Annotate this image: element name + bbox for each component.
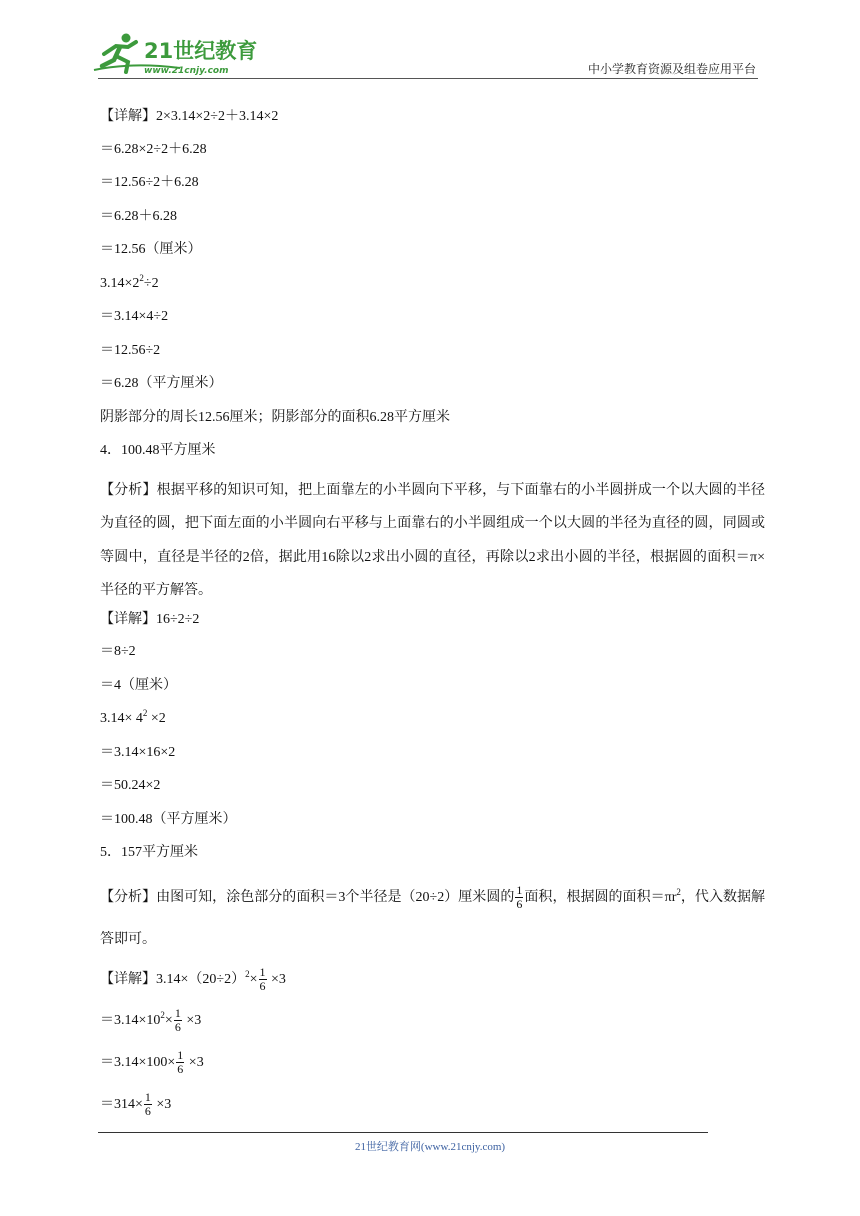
q5-detail-line-1 bbox=[100, 961, 765, 1003]
exponent: 2 bbox=[142, 708, 148, 718]
denominator: 6 bbox=[174, 1019, 181, 1034]
analysis-label: 【分析】 bbox=[100, 481, 157, 498]
numerator: 1 bbox=[174, 1005, 181, 1020]
q5-step-2 bbox=[100, 1003, 765, 1045]
q3-step-3: ＝12.56÷2＋6.28 bbox=[100, 175, 199, 190]
expr-part: ×3 bbox=[185, 1054, 204, 1070]
platform-name: 中小学教育资源及组卷应用平台 bbox=[587, 62, 756, 76]
numerator: 1 bbox=[177, 1047, 184, 1062]
detail-label: 【详解】 bbox=[100, 108, 156, 124]
q4-step-5: ＝3.14×16×2 bbox=[100, 744, 176, 760]
q3-step-4: ＝6.28＋6.28 bbox=[100, 208, 177, 224]
fraction bbox=[176, 1049, 184, 1076]
page-header bbox=[0, 0, 860, 80]
q5-step-4 bbox=[100, 1087, 765, 1129]
logo-text: 21世纪教育 bbox=[144, 39, 258, 63]
exponent: 2 bbox=[245, 968, 250, 979]
expr-part: ×3 bbox=[152, 1096, 172, 1112]
analysis-text: 面积，根据圆的面积＝πr bbox=[524, 889, 677, 905]
analysis-text: 由图可知，涂色部分的面积＝3个半径是（20÷2）厘米圆的 bbox=[156, 889, 515, 905]
exponent: 2 bbox=[139, 272, 144, 283]
q4-step-2: ＝8÷2 bbox=[100, 644, 136, 659]
logo-url: www.21cnjy.com bbox=[144, 66, 229, 76]
expr-part: ×3 bbox=[267, 971, 286, 987]
site-logo[interactable] bbox=[92, 32, 262, 78]
denominator: 6 bbox=[177, 1061, 184, 1076]
numerator: 1 bbox=[259, 964, 266, 979]
expr-part: ＝3.14×100× bbox=[100, 1054, 176, 1070]
q3-step-9: ＝6.28（平方厘米） bbox=[100, 376, 223, 391]
q3-step-8: ＝12.56÷2 bbox=[100, 342, 161, 358]
document-body bbox=[100, 105, 765, 1129]
numerator: 1 bbox=[516, 882, 523, 897]
denominator: 6 bbox=[144, 1103, 151, 1118]
analysis-text: ，代入数据解答即可。 bbox=[100, 889, 766, 947]
q5-analysis bbox=[100, 876, 765, 961]
numerator: 1 bbox=[144, 1089, 151, 1104]
expr-part: ＝3.14×10 bbox=[100, 1012, 161, 1028]
expr-part: × bbox=[249, 971, 258, 987]
expression: 16÷2÷2 bbox=[156, 611, 200, 627]
exponent: 2 bbox=[160, 1009, 165, 1020]
q3-detail-line-1 bbox=[100, 105, 765, 139]
expr-part: 3.14× 4 bbox=[100, 711, 143, 726]
expr-part: ＝314× bbox=[100, 1096, 143, 1112]
expr-part: ×2 bbox=[147, 711, 166, 726]
fraction bbox=[515, 884, 523, 911]
q3-step-6 bbox=[100, 273, 765, 307]
q4-title: 4．100.48平方厘米 bbox=[100, 443, 216, 458]
q5-step-3 bbox=[100, 1045, 765, 1087]
expr-part: 3.14×2 bbox=[100, 275, 140, 291]
q3-step-5: ＝12.56（厘米） bbox=[100, 242, 202, 257]
denominator: 6 bbox=[516, 896, 523, 911]
fraction bbox=[144, 1091, 152, 1118]
q3-step-7: ＝3.14×4÷2 bbox=[100, 309, 169, 324]
fraction bbox=[174, 1007, 182, 1034]
q3-step-2: ＝6.28×2÷2＋6.28 bbox=[100, 141, 207, 157]
q4-step-6: ＝50.24×2 bbox=[100, 778, 161, 793]
expression: 2×3.14×2÷2＋3.14×2 bbox=[156, 109, 279, 124]
fraction bbox=[259, 966, 267, 993]
exponent: 2 bbox=[676, 886, 681, 897]
q4-detail-line-1 bbox=[100, 608, 765, 642]
expr-part: ×3 bbox=[182, 1012, 202, 1028]
q4-step-3: ＝4（厘米） bbox=[100, 677, 177, 693]
expr-part: ÷2 bbox=[143, 275, 159, 291]
detail-label: 【详解】 bbox=[100, 610, 156, 627]
q4-analysis bbox=[100, 474, 765, 608]
expr-part: × bbox=[164, 1012, 173, 1028]
footer-divider bbox=[98, 1132, 708, 1133]
footer-link[interactable]: 21世纪教育网(www.21cnjy.com) bbox=[354, 1141, 506, 1153]
q3-answer: 阴影部分的周长12.56厘米；阴影部分的面积6.28平方厘米 bbox=[100, 409, 450, 425]
q4-step-7: ＝100.48（平方厘米） bbox=[100, 811, 237, 827]
runner-logo-icon bbox=[92, 32, 262, 78]
header-divider bbox=[98, 78, 758, 79]
analysis-label: 【分析】 bbox=[100, 888, 157, 905]
detail-label: 【详解】 bbox=[100, 970, 156, 987]
q4-step-4 bbox=[100, 708, 765, 742]
expr-part: 3.14×（20÷2） bbox=[156, 971, 246, 987]
q5-title: 5．157平方厘米 bbox=[100, 845, 198, 860]
analysis-text: 根据平移的知识可知，把上面靠左的小半圆向下平移，与下面靠右的小半圆拼成一个以大圆的半径为直径的圆，把下面左面的小半圆向右平移与上面靠右的小半圆组成一个以大圆的半径为直径的圆，同圆或等圆中，直径是半径的2倍，据此用16除以2求出小圆的直径，再除以2求出小圆的半径，根据圆的面积＝π×半径的平方解答。 bbox=[100, 482, 765, 598]
denominator: 6 bbox=[259, 978, 266, 993]
